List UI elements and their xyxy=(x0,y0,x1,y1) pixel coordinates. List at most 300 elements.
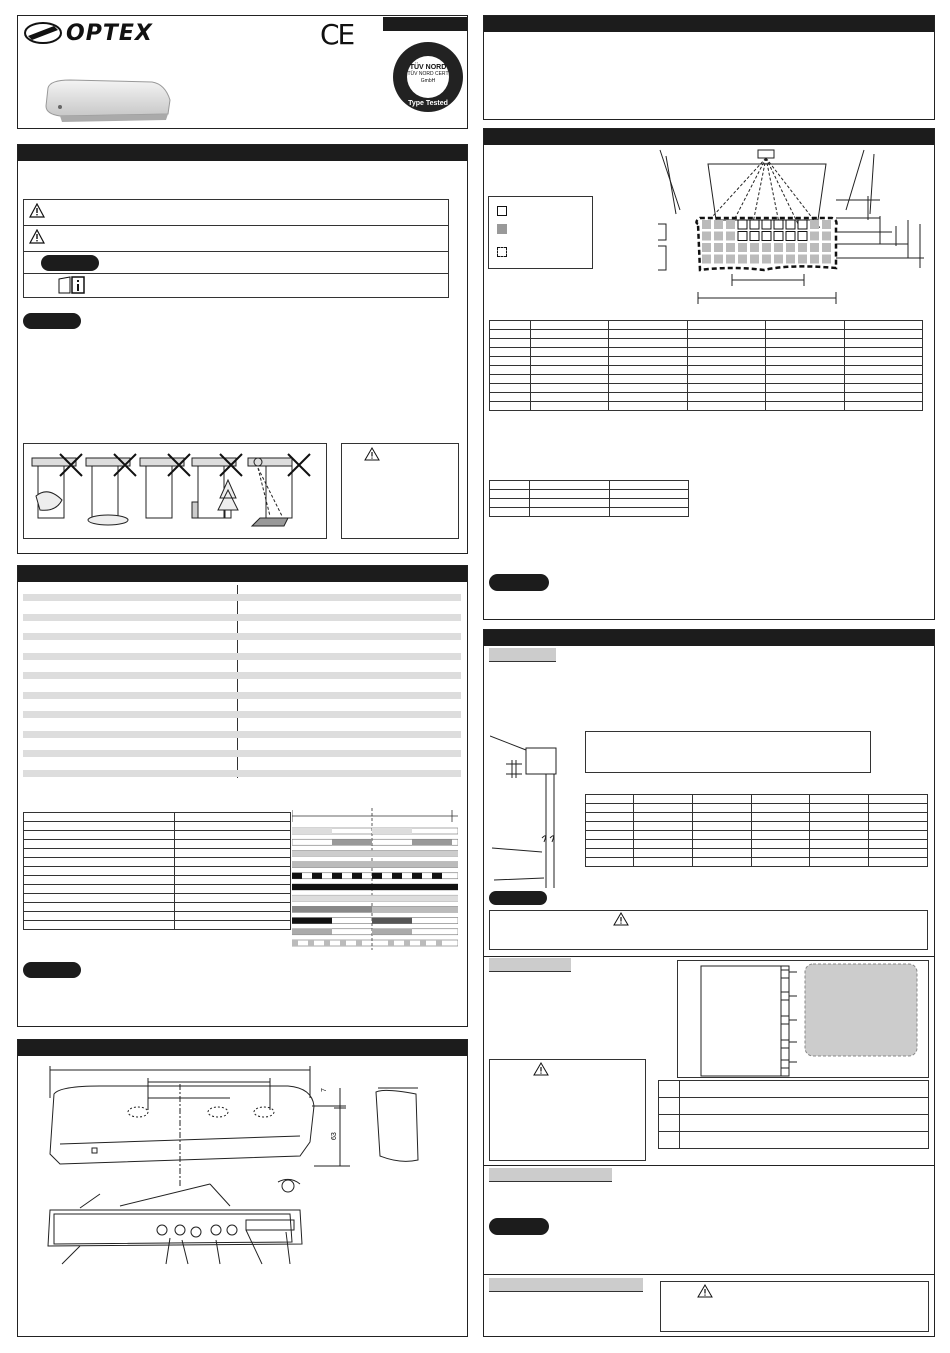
warning-row-divider-1 xyxy=(23,225,449,226)
timing-segment xyxy=(292,895,458,901)
terminal-block-diagram xyxy=(695,962,925,1078)
timing-segment xyxy=(392,873,402,879)
mounting-note-box xyxy=(585,731,871,773)
area-table-1-cell xyxy=(609,321,687,330)
passive-spot xyxy=(822,255,831,264)
spec-row-stripe xyxy=(23,770,461,777)
output-table-cell xyxy=(24,831,175,840)
timing-segment xyxy=(372,873,382,879)
mounting-table-cell xyxy=(751,804,810,813)
area-table-1-cell xyxy=(844,393,922,402)
passive-spot xyxy=(702,220,711,229)
output-table-cell xyxy=(24,894,175,903)
area-table-1-cell xyxy=(609,330,687,339)
area-table-1-cell xyxy=(844,402,922,411)
passive-spot xyxy=(786,255,795,264)
output-table-row xyxy=(24,831,291,840)
mounting-table-cell xyxy=(692,840,751,849)
wiring-table-cell xyxy=(659,1115,680,1132)
passive-spot xyxy=(738,243,747,252)
area-table-1-row xyxy=(490,393,923,402)
timing-segment xyxy=(292,862,458,868)
area-table-1-cell xyxy=(687,357,765,366)
passive-spot xyxy=(822,243,831,252)
mounting-table-cell xyxy=(751,831,810,840)
passive-spot xyxy=(786,243,795,252)
passive-spot xyxy=(810,232,819,241)
tuv-seal xyxy=(393,42,463,112)
passive-spot xyxy=(750,243,759,252)
output-table-cell xyxy=(175,903,291,912)
output-table-row xyxy=(24,840,291,849)
spec-row-stripe xyxy=(23,653,461,660)
passive-spot xyxy=(714,255,723,264)
area-table-1-cell xyxy=(844,348,922,357)
area-table-2-cell xyxy=(530,508,609,517)
active-spot xyxy=(786,220,795,229)
mounting-table-cell xyxy=(869,822,928,831)
mounting-table-cell xyxy=(869,840,928,849)
mounting-table-row xyxy=(586,795,928,804)
mounting-table-cell xyxy=(869,849,928,858)
passive-spot xyxy=(798,243,807,252)
output-table-row xyxy=(24,885,291,894)
area-table-1-cell xyxy=(609,339,687,348)
passive-spot xyxy=(726,220,735,229)
optex-logo-mark-icon xyxy=(24,22,62,44)
warning-icon xyxy=(364,447,380,461)
spec-row-stripe xyxy=(23,711,461,718)
setting-subheading-bar xyxy=(489,1168,612,1182)
mounting-table-cell xyxy=(692,858,751,867)
passive-spot xyxy=(762,255,771,264)
wiring-table-row xyxy=(659,1132,929,1149)
timing-row xyxy=(292,940,458,946)
output-table-cell xyxy=(175,813,291,822)
output-table-row xyxy=(24,894,291,903)
timing-segment xyxy=(332,873,342,879)
output-table-row xyxy=(24,912,291,921)
timing-segment xyxy=(412,839,452,845)
area-table-1-cell xyxy=(530,366,608,375)
note-badge-5 xyxy=(489,891,547,905)
mounting-table-cell xyxy=(810,831,869,840)
timing-segment xyxy=(420,940,426,946)
mounting-table-cell xyxy=(586,831,634,840)
brand-name: OPTEX xyxy=(66,20,153,46)
area-table-2-cell xyxy=(609,499,688,508)
area-table-2-row xyxy=(490,481,689,490)
timing-chart xyxy=(292,808,458,950)
timing-segment xyxy=(432,873,442,879)
area-table-2-cell xyxy=(609,490,688,499)
wiring-table-row xyxy=(659,1115,929,1132)
area-table-1-cell xyxy=(490,402,531,411)
timing-segment xyxy=(292,929,332,935)
note-badge-3 xyxy=(23,962,81,978)
timing-segment xyxy=(372,918,412,924)
area-table-1-cell xyxy=(844,357,922,366)
passive-spot xyxy=(762,243,771,252)
area-table-1-cell xyxy=(766,375,844,384)
warning-icon xyxy=(613,912,629,926)
output-table-cell xyxy=(24,885,175,894)
mounting-table-cell xyxy=(692,849,751,858)
mounting-table-cell xyxy=(634,813,693,822)
mounting-table-cell xyxy=(692,795,751,804)
area-table-1-cell xyxy=(609,366,687,375)
dim-height: 63 xyxy=(331,1132,338,1140)
mounting-table-row xyxy=(586,804,928,813)
area-table-1-cell xyxy=(490,375,531,384)
area-table-1-row xyxy=(490,384,923,393)
area-table-2-cell xyxy=(490,490,530,499)
area-table-1-cell xyxy=(766,357,844,366)
area-table-1-cell xyxy=(490,339,531,348)
mounting-table-cell xyxy=(692,831,751,840)
area-table-1-row xyxy=(490,375,923,384)
tuv-name: TÜV NORD xyxy=(409,64,447,71)
area-table-1-cell xyxy=(609,357,687,366)
area-table-2-cell xyxy=(530,490,609,499)
installation-header-bar xyxy=(484,630,934,646)
area-table-1-row xyxy=(490,321,923,330)
area-table-1-cell xyxy=(687,330,765,339)
output-table-row xyxy=(24,858,291,867)
area-table-1-cell xyxy=(530,384,608,393)
wiring-caution-box xyxy=(489,1059,646,1161)
output-table-row xyxy=(24,921,291,930)
mounting-table-cell xyxy=(586,813,634,822)
mounting-table-cell xyxy=(751,840,810,849)
area-table-1-cell xyxy=(687,321,765,330)
mounting-table-cell xyxy=(634,822,693,831)
passive-spot xyxy=(714,243,723,252)
mounting-table-cell xyxy=(869,804,928,813)
product-image xyxy=(40,70,180,125)
installation-divider-2 xyxy=(484,1165,934,1166)
output-table-cell xyxy=(24,903,175,912)
mounting-table-cell xyxy=(869,813,928,822)
active-spot xyxy=(738,220,747,229)
area-table-1-row xyxy=(490,357,923,366)
area-table-1-cell xyxy=(766,330,844,339)
area-table-1-cell xyxy=(687,339,765,348)
spec-row-stripe xyxy=(23,731,461,738)
tuv-type-tested: Type Tested xyxy=(408,100,448,107)
mounting-table-cell xyxy=(810,804,869,813)
spec-row-stripe xyxy=(23,614,461,621)
warning-icon xyxy=(29,203,45,218)
timing-segment xyxy=(324,940,330,946)
area-table-1-row xyxy=(490,348,923,357)
wiring-table-cell xyxy=(679,1132,928,1149)
caution-note-panel xyxy=(341,443,459,539)
ce-mark: CE xyxy=(320,18,354,51)
note-badge-2 xyxy=(23,313,81,329)
area-table-1-cell xyxy=(609,402,687,411)
mounting-table-row xyxy=(586,858,928,867)
wiring-table-row xyxy=(659,1098,929,1115)
area-table-1-cell xyxy=(530,375,608,384)
mounting-table-cell xyxy=(810,822,869,831)
timing-segment xyxy=(292,828,332,834)
area-table-1-cell xyxy=(530,330,608,339)
mounting-table-cell xyxy=(692,804,751,813)
area-table-2 xyxy=(489,480,689,517)
wiring-table-row xyxy=(659,1081,929,1098)
legend-passive-spot xyxy=(497,224,507,234)
mounting-table-cell xyxy=(586,849,634,858)
wiring-table-cell xyxy=(659,1098,680,1115)
mounting-table-cell xyxy=(751,849,810,858)
area-table-1-cell xyxy=(490,357,531,366)
mounting-subheading-bar xyxy=(489,648,556,662)
output-table-row xyxy=(24,903,291,912)
mounting-table-cell xyxy=(586,795,634,804)
output-table-row xyxy=(24,849,291,858)
warning-row-divider-2 xyxy=(23,251,449,252)
timing-segment xyxy=(356,940,362,946)
wiring-table xyxy=(658,1080,929,1149)
warning-icon xyxy=(697,1284,713,1298)
timing-segment xyxy=(340,940,346,946)
area-table-1-cell xyxy=(766,366,844,375)
passive-spot xyxy=(750,255,759,264)
area-table-1-cell xyxy=(687,348,765,357)
legend-active-spot xyxy=(497,206,507,216)
area-table-1-cell xyxy=(844,321,922,330)
timing-segment xyxy=(352,873,362,879)
passive-spot xyxy=(774,243,783,252)
specifications-header-bar xyxy=(18,566,467,582)
area-table-1-cell xyxy=(766,384,844,393)
output-table-cell xyxy=(175,912,291,921)
dimensions-header-bar xyxy=(18,1040,467,1056)
mounting-table-cell xyxy=(869,795,928,804)
mounting-table-row xyxy=(586,822,928,831)
area-table-1-cell xyxy=(687,402,765,411)
timing-segment xyxy=(312,873,322,879)
mounting-table-cell xyxy=(869,858,928,867)
timing-segment xyxy=(332,839,372,845)
area-table-2-row xyxy=(490,508,689,517)
detection-area-diagram xyxy=(640,140,930,310)
safety-header-bar xyxy=(18,145,467,161)
area-table-1-row xyxy=(490,366,923,375)
mounting-table-cell xyxy=(586,840,634,849)
mounting-table-cell xyxy=(634,795,693,804)
area-table-1-cell xyxy=(609,384,687,393)
passive-spot xyxy=(822,232,831,241)
area-table-1-row xyxy=(490,339,923,348)
note-badge-4 xyxy=(489,574,549,591)
area-table-1-row xyxy=(490,330,923,339)
output-table-cell xyxy=(175,822,291,831)
mounting-height-diagram xyxy=(490,728,570,888)
output-table-cell xyxy=(24,867,175,876)
spec-row-stripe xyxy=(23,692,461,699)
timing-segment xyxy=(388,940,394,946)
passive-spot xyxy=(702,255,711,264)
info-book-icon xyxy=(58,276,86,294)
mounting-table-cell xyxy=(692,813,751,822)
passive-spot xyxy=(726,243,735,252)
area-table-1-cell xyxy=(766,339,844,348)
mounting-table-cell xyxy=(869,831,928,840)
area-table-1-cell xyxy=(609,375,687,384)
spec-row-stripe xyxy=(23,594,461,601)
active-spot xyxy=(798,232,807,241)
timing-segment xyxy=(292,884,458,890)
area-table-1-cell xyxy=(490,393,531,402)
area-table-1-cell xyxy=(766,321,844,330)
mounting-table-cell xyxy=(751,813,810,822)
mounting-table-cell xyxy=(692,822,751,831)
active-spot xyxy=(738,232,747,241)
passive-spot xyxy=(810,255,819,264)
wiring-table-cell xyxy=(659,1132,680,1149)
output-table xyxy=(23,812,291,930)
area-table-2-cell xyxy=(530,499,609,508)
output-table-cell xyxy=(24,912,175,921)
mounting-table-cell xyxy=(586,804,634,813)
mounting-table-cell xyxy=(751,795,810,804)
area-table-2-cell xyxy=(490,499,530,508)
area-table-1-cell xyxy=(844,339,922,348)
timing-segment xyxy=(292,906,372,912)
output-table-cell xyxy=(175,849,291,858)
passive-spot xyxy=(726,232,735,241)
area-table-1-cell xyxy=(490,330,531,339)
mounting-table-cell xyxy=(634,840,693,849)
mounting-table-cell xyxy=(751,822,810,831)
passive-spot xyxy=(810,220,819,229)
mounting-table-row xyxy=(586,813,928,822)
output-table-cell xyxy=(24,849,175,858)
timing-segment xyxy=(292,918,332,924)
area-table-1-cell xyxy=(844,366,922,375)
output-table-cell xyxy=(24,813,175,822)
timing-segment xyxy=(292,873,302,879)
area-table-2-row xyxy=(490,490,689,499)
caution-icon xyxy=(29,229,45,244)
mounting-table-cell xyxy=(586,822,634,831)
mounting-table-cell xyxy=(586,858,634,867)
area-table-2-cell xyxy=(530,481,609,490)
area-table-1-cell xyxy=(490,366,531,375)
area-table-2-row xyxy=(490,499,689,508)
note-badge-6 xyxy=(489,1218,549,1235)
timing-segment xyxy=(292,850,458,856)
wiring-table-cell xyxy=(679,1098,928,1115)
mounting-table-row xyxy=(586,831,928,840)
output-table-cell xyxy=(24,840,175,849)
spec-row-stripe xyxy=(23,633,461,640)
area-table-1-cell xyxy=(687,384,765,393)
area-table-1-cell xyxy=(687,366,765,375)
active-spot xyxy=(762,232,771,241)
area-table-2-cell xyxy=(609,508,688,517)
spec-row-stripe xyxy=(23,672,461,679)
installation-divider-3 xyxy=(484,1274,934,1275)
output-table-cell xyxy=(175,921,291,930)
active-spot xyxy=(786,232,795,241)
passive-spot xyxy=(798,255,807,264)
area-table-1-cell xyxy=(844,384,922,393)
warning-icon xyxy=(533,1062,549,1076)
area-table-1-row xyxy=(490,402,923,411)
output-table-row xyxy=(24,822,291,831)
timing-segment xyxy=(372,929,412,935)
area-table-1-cell xyxy=(844,375,922,384)
timing-segment xyxy=(372,906,458,912)
mounting-table-cell xyxy=(634,831,693,840)
active-spot xyxy=(798,220,807,229)
legend-detection-boundary xyxy=(497,247,507,257)
mounting-table-row xyxy=(586,849,928,858)
active-spot xyxy=(750,220,759,229)
active-spot xyxy=(774,220,783,229)
brand-header-bar xyxy=(383,17,467,31)
area-table-1-cell xyxy=(530,339,608,348)
area-table-2-cell xyxy=(490,508,530,517)
area-table-1-cell xyxy=(687,375,765,384)
mounting-table-row xyxy=(586,840,928,849)
passive-spot xyxy=(714,232,723,241)
output-table-cell xyxy=(24,921,175,930)
mounting-table-cell xyxy=(751,858,810,867)
area-table-1-cell xyxy=(530,402,608,411)
tuv-seal-inner xyxy=(407,56,449,98)
mounting-table-cell xyxy=(634,858,693,867)
area-table-1-cell xyxy=(687,393,765,402)
active-spot xyxy=(774,232,783,241)
mounting-caution-box xyxy=(489,910,928,950)
check-subheading-bar xyxy=(489,1278,643,1292)
warning-row-divider-3 xyxy=(23,273,449,274)
prohibited-installations-illustration xyxy=(26,452,326,534)
area-table-1-cell xyxy=(530,321,608,330)
wiring-subheading-bar xyxy=(489,958,571,972)
mounting-table-cell xyxy=(634,849,693,858)
mounting-table-cell xyxy=(810,858,869,867)
output-table-cell xyxy=(175,858,291,867)
output-table-cell xyxy=(175,876,291,885)
active-spot xyxy=(762,220,771,229)
area-table-1-cell xyxy=(609,393,687,402)
note-badge xyxy=(41,255,99,271)
area-table-1-cell xyxy=(530,393,608,402)
area-table-1-cell xyxy=(609,348,687,357)
timing-segment xyxy=(372,828,412,834)
mounting-table-cell xyxy=(810,840,869,849)
area-table-1-cell xyxy=(766,402,844,411)
output-table-cell xyxy=(24,822,175,831)
intro-header-bar xyxy=(484,16,934,32)
area-table-2-cell xyxy=(609,481,688,490)
passive-spot xyxy=(774,255,783,264)
area-table-1-cell xyxy=(766,348,844,357)
area-table-1-cell xyxy=(490,384,531,393)
warning-table xyxy=(23,199,449,298)
area-table-1-cell xyxy=(766,393,844,402)
output-table-cell xyxy=(24,858,175,867)
wiring-table-cell xyxy=(659,1081,680,1098)
area-table-1 xyxy=(489,320,923,411)
area-table-1-cell xyxy=(490,348,531,357)
wiring-table-cell xyxy=(679,1081,928,1098)
